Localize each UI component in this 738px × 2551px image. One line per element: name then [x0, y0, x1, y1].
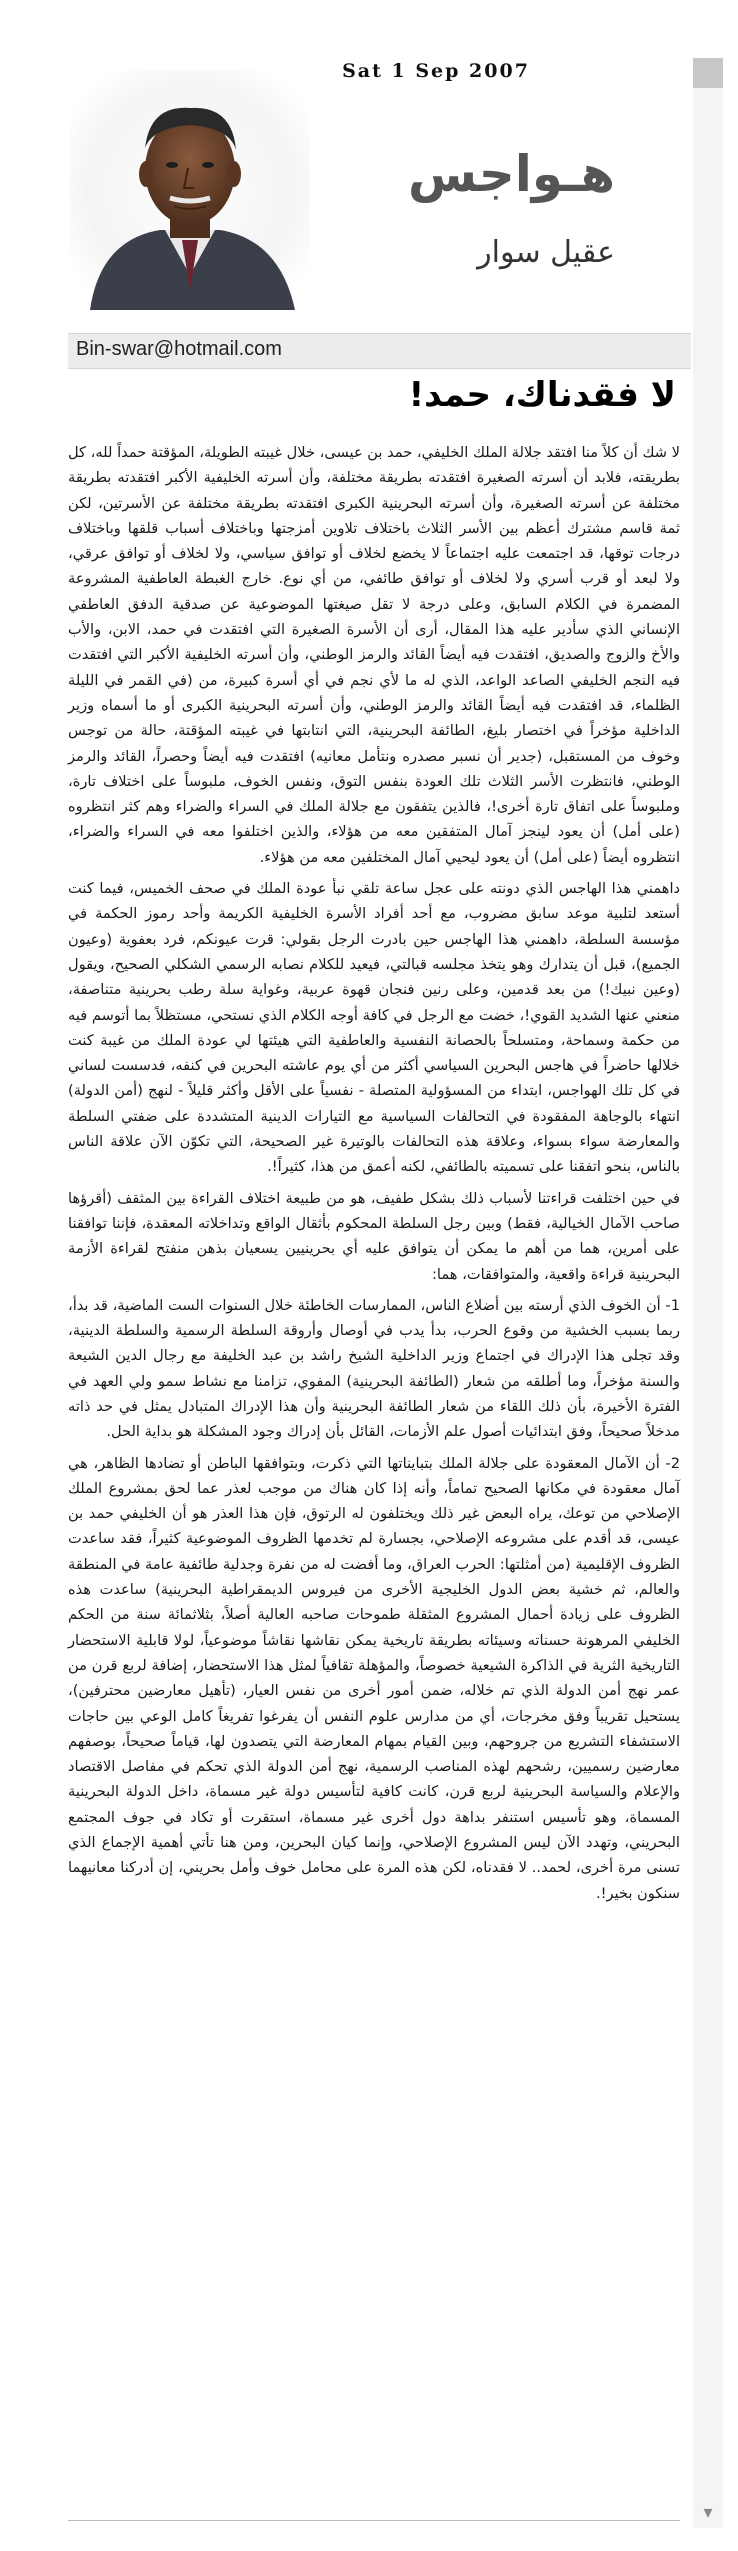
article-paragraph: داهمني هذا الهاجس الذي دونته على عجل ساعة تلقي نبأ عودة الملك في صحف الخميس، فيما كنت أستعد لتلبية موعد سابق مضروب، مع أحد أفراد الأسرة الخليفية الكريمة وأحد رموز الحكمة في مؤسسة السلطة، داهمني هذا الهاجس حين بادرت الرجل بقولي: قرت عيونكم، فرد بعفوية (وعيون الجميع)، قبل أن يتدارك وهو يتخذ مجلسه قبالتي، فيعيد للكلام نصابه الرسمي الشكلي الصحيح، ويقول (وعين نبيك!) من بعد قدمين، وعلى رنين فنجان قهوة عربية، وغواية سلة رطب بحرينية متناصفة، منعني عنها الشديد القوي!، خضت مع الرجل في كافة أوجه الكلام الذي نستحي، مستظلاً بما أتوسم فيه من حكمة وسماحة، ومتسلحاً بالحصانة النفسية والعاطفية التي هيئتها لي عودة الملك من غيبة كنت خلالها حاضراً في هاجس البحرين السياسي أكثر من أي يوم عاشته البحرين في كنفه، فدسست لساني في كل تلك الهواجس، ابتداء من المسؤولية المتصلة - نفسياً على الأقل وأكثر قليلاً - لنهج (أمن الدولة) انتهاء بالوجاهة المفقودة في التحالفات السياسية مع التيارات الدينية المتشددة على ضفتي السلطة والمعارضة سواء بسواء، وعلاقة هذه التحالفات بالوتيرة غير الصحيحة، التي تكوّن الآن علاقة الناس بالناس، بنحو اتفقنا على تسميته بالطائفي، لكنه أعمق من هذا، كثيراً!.: [68, 880, 680, 1176]
article-paragraph: في حين اختلفت قراءتنا لأسباب ذلك بشكل طفيف، هو من طبيعة اختلاف القراءة بين المثقف (أقرؤها صاحب الآمال الخيالية، فقط) وبين رجل السلطة المحكوم بأثقال الواقع وتداخلاته المعقدة، فإننا توافقنا على أمرين، هما من أهم ما يمكن أن يتوافق عليه أي بحرينيين يسعيان بذهن منفتح لقراءة الأزمة البحرينية قراءة واقعية، والمتوافقات، هما:: [68, 1189, 680, 1283]
article-headline: لا فقدناك، حمد!: [408, 375, 676, 415]
author-photo: [70, 70, 310, 310]
scroll-down-arrow-icon[interactable]: ▾: [703, 2502, 713, 2523]
scrollbar[interactable]: [693, 58, 723, 2528]
scrollbar-thumb[interactable]: [693, 58, 723, 88]
publication-date: Sat 1 Sep 2007: [342, 60, 530, 82]
author-portrait-icon: [70, 70, 310, 310]
author-email-link[interactable]: Bin-swar@hotmail.com: [76, 338, 282, 360]
email-bar: [68, 333, 691, 369]
article-paragraph: 2- أن الآمال المعقودة على جلالة الملك بتبايناتها التي ذكرت، وبتوافقها الباطن أو تضادها الظاهر، هي آمال معقودة في مكانها الصحيح تماماً، وأنه إذا كان هناك من موجب لعذر عما لحق بمشروع الملك الإصلاحي من توعك، يراه البعض غير ذلك ويختلفون له الرتوق، فإن هذا العذر هو أن الخليفي حمد بن عيسى، قد أقدم على مشروعه الإصلاحي، بجسارة لم تخدمها الظروف الموضوعية كثيراً، فقد ساعدت الظروف الإقليمية (من أمثلتها: الحرب العراق، وما أفضت له من نفرة وجدلية طائفية عامة في المنطقة والعالم، ثم خشية بعض الدول الخليجية الأخرى من فيروس الديمقراطية البحرينية) ساعدت هذه الظروف على زيادة أحمال المشروع المثقلة طموحات صاحبه العالية أصلاً، بثلاثمائة سنة من الحكم الخليفي المرهونة حسناته وسيئاته بطريقة تاريخية يمكن نقاشها نقاشاً موضوعياً، لولا قابلية الاستحضار التاريخية الثرية في الذاكرة الشيعية خصوصاً، والمؤهلة تقافياً لمثل هذا الاستحضار، إضافة لربع قرن من عمر نهج أمن الدولة الذي تم خلاله، ضمن أمور أخرى من نفس العيار، (تأهيل معارضين محترفين)، يستحيل تقريباً وفق مخرجات، أي من مدارس علوم النفس أن يفرغوا تفريغاً كامل الوعي بين حاجات الاستشفاء التشريع من جروحهم، وبين القيام بمهام المعارضة التي يتصدون لها، قياماً صحيحاً، بوصفهم معارضين رسميين، رشحهم لهذه المناصب الرسمية، نهج أمن الدولة الذي تحكم في مفاصل الاقتصاد والإعلام والسياسة البحرينية لربع قرن، كانت كافية لتأسيس دولة غير مسماة، داخل الدولة البحرينية المسماة، وهو تأسيس استنفر بداهة دول أخرى غير مسماة، استقرت أو تكاد في جوف المجتمع البحريني، وتهدد الآن ليس المشروع الإصلاحي، وإنما كيان البحرين، ومن هنا تأتي أهمية الإجماع الذي تسنى مرة أخرى، لحمد.. لا فقدناه، لكن هذه المرة على محامل خوف وأمل بحريني، إن أدركنا معانيهما سنكون بخير!.: [68, 1454, 680, 1902]
author-name: عقيل سوار: [477, 235, 615, 270]
article-body: [68, 440, 680, 1912]
article-paragraph: 1- أن الخوف الذي أرسته بين أضلاع الناس، الممارسات الخاطئة خلال السنوات الست الماضية، قد بدأ، ربما بسبب الخشية من وقوع الحرب، بدأ يدب في أوصال وأروقة السلطة الرسمية والسلطة الدينية، وقد تجلى هذا الإدراك في اجتماع وزير الداخلية الشيخ راشد بن عبد الخليفة مع رجال الدين الشيعة والسنة مؤخراً، وما أطلقه من شعار (الطائفة البحرينية) المفوي، تزامنا مع نشاط سمو ولي العهد في الفترة الأخيرة، بأن ذلك اللقاء من شعار الطائفة البحرينية وأن هذا الإدراك المتبادل يمثل في حد ذاته مدخلاً صحيحاً، وفق ابتدائيات أصول علم الأزمات، القائل بأن إدراك وجود المشكلة هو بداية الحل.: [68, 1296, 680, 1441]
article-paragraph: لا شك أن كلاً منا افتقد جلالة الملك الخليفي، حمد بن عيسى، خلال غيبته الطويلة، المؤقتة حمداً لله، كل بطريقته، فلابد أن أسرته الصغيرة افتقدته بطريقة مختلفة، وأن أسرته الخليفية الأكبر افتقدته بطريقة مختلفة عن أسرته الصغيرة، وأن أسرته البحرينية الكبرى افتقدته بطريقة مختلفة عن الأسرتين، لكن ثمة قاسم مشترك أعظم بين الأسر الثلاث باختلاف تلاوين أمزجتها وباختلاف أسباب قلقها وباختلاف درجات توقها، قد اجتمعت عليه اجتماعاً لا يخضع لخلاف أو توافق سياسي، ولا لخلاف أو توافق عرقي، ولا لبعد أو قرب أسري ولا لخلاف أو توافق طائفي، من أي نوع. خارج الغبطة العاطفية المشروعة المضمرة في الكلام السابق، وعلى درجة لا تقل صيغتها الموضوعية عن صدقية الدفق العاطفي الإنساني الذي سأدير عليه هذا المقال، أرى أن الأسرة الصغيرة التي افتقدت في حمد، الابن، والأب والأخ والزوج والصديق، افتقدت فيه أيضاً القائد والرمز الوطني، وأن أسرته الخليفية الأكبر التي افتقدت فيه النجم الخليفي الصاعد الواعد، الذي له ما لأي نجم في أي أسرة كبيرة، من (في القمر في الليلة الظلماء، قد افتقدت فيه أيضاً القائد والرمز الوطني، وأن أسرته البحرينية الكبرى أو ما أسماه وزير الداخلية مؤخراً في اختصار بليغ، الطائفة البحرينية، التي انتابتها في غيبته المؤقتة، حالة من توجس وخوف من المستقبل، (جدير أن نسبر مصدره ونتأمل معانيه) افتقدت فيه أيضاً وحصراً، القائد والرمز الوطني، فانتظرت الأسر الثلاث تلك العودة بنفس التوق، ونفس الخوف، ملبوساً على اختلاف تارة، وملبوساً على اتفاق تارة أخرى!، فالذين يتفقون مع جلالة الملك في السراء والضراء وهم كثر انتظروه (على أمل) أن يعود لينجز آمال المتفقين معه من هؤلاء، والذين اختلفوا معه في السراء والضراء، انتظروه أيضاً (على أمل) أن يعود ليحيي آمال المختلفين معه من هؤلاء.: [68, 444, 680, 866]
column-title: هـواجس: [408, 145, 615, 203]
bottom-divider: [68, 2520, 680, 2521]
